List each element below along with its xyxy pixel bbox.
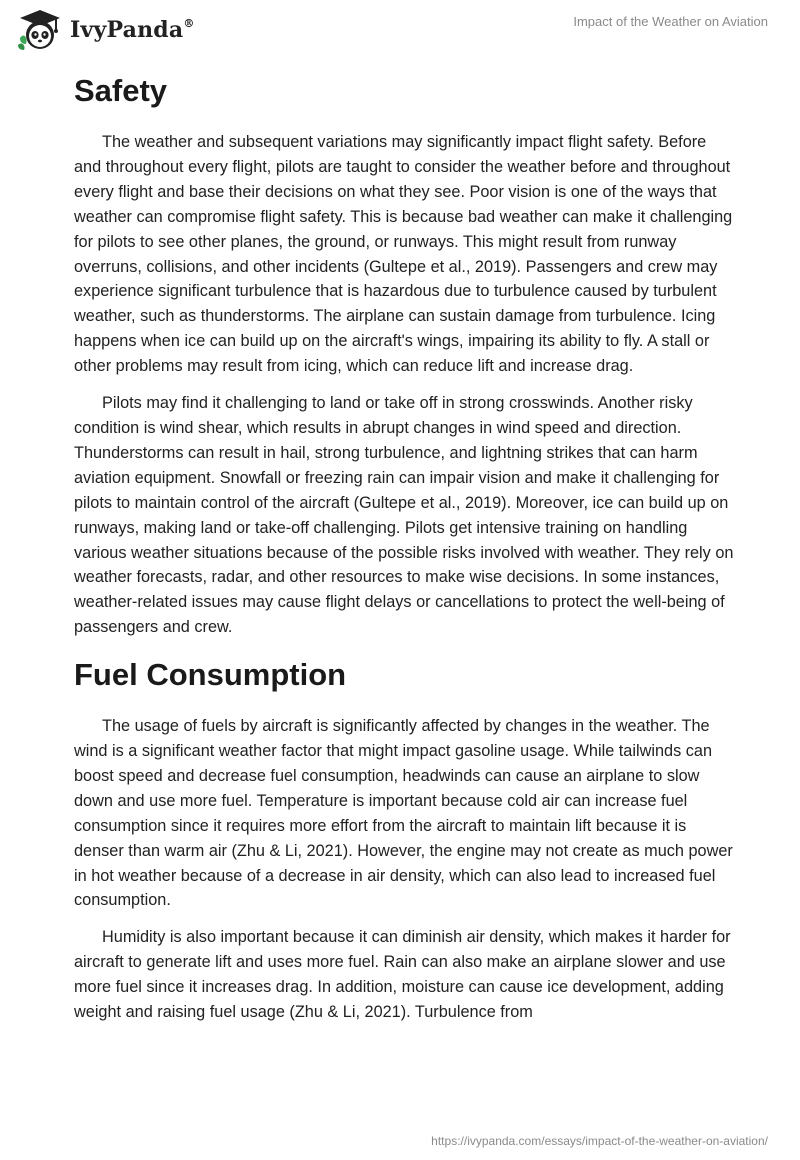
panda-logo-icon <box>16 8 64 52</box>
paragraph: Pilots may find it challenging to land or take off in strong crosswinds. Another risky condition is wind shear, which results in abrupt changes in wind speed and direction. Thunderstorms can result in hail, strong turbulence, and lightning strikes that can harm aviation equipment. Snowfall or freezing rain can impair vision and make it challenging for pilots to maintain control of the aircraft (Gultepe et al., 2019). Moreover, ice can build up on runways, making land or take-off challenging. Pilots get intensive training on handling various weather situations because of the possible risks involved with weather. They rely on weather forecasts, radar, and other resources to make wise decisions. In some instances, weather-related issues may cause flight delays or cancellations to protect the well-being of passengers and crew. <box>74 394 734 637</box>
section-heading-fuel-consumption: Fuel Consumption <box>74 657 347 693</box>
essay-content <box>74 70 734 1037</box>
source-url[interactable]: https://ivypanda.com/essays/impact-of-the-weather-on-aviation/ <box>431 1134 768 1148</box>
paragraph: Humidity is also important because it can diminish air density, which makes it harder for aircraft to generate lift and uses more fuel. Rain can also make an airplane slower and use more fuel since it increases drag. In addition, moisture can cause ice development, adding weight and raising fuel usage (Zhu & Li, 2021). Turbulence from <box>74 928 731 1022</box>
brand-name: IvyPanda® <box>70 16 195 43</box>
page-header <box>0 0 800 60</box>
paragraph: The usage of fuels by aircraft is significantly affected by changes in the weather. The wind is a significant weather factor that might impact gasoline usage. While tailwinds can boost speed and decrease fuel consumption, headwinds can cause an airplane to slow down and use more fuel. Temperature is important because cold air can increase fuel consumption since it requires more effort from the aircraft to maintain lift because it is denser than warm air (Zhu & Li, 2021). However, the engine may not create as much power in hot weather because of a decrease in air density, which can also lead to increased fuel consumption. <box>74 717 733 910</box>
document-title: Impact of the Weather on Aviation <box>573 14 768 29</box>
paragraph: The weather and subsequent variations may significantly impact flight safety. Before and throughout every flight, pilots are taught to consider the weather before and throughout every flight and base their decisions on what they see. Poor vision is one of the ways that weather can compromise flight safety. This is because bad weather can make it challenging for pilots to see other planes, the ground, or runways. This might result from runway overruns, collisions, and other incidents (Gultepe et al., 2019). Passengers and crew may experience significant turbulence that is hazardous due to turbulence caused by turbulent weather, such as thunderstorms. The airplane can sustain damage from turbulence. Icing happens when ice can build up on the aircraft's wings, impairing its ability to fly. A stall or other problems may result from icing, which can reduce lift and increase drag. <box>74 133 733 376</box>
ivypanda-logo[interactable] <box>16 8 195 52</box>
section-heading-safety: Safety <box>74 73 168 108</box>
